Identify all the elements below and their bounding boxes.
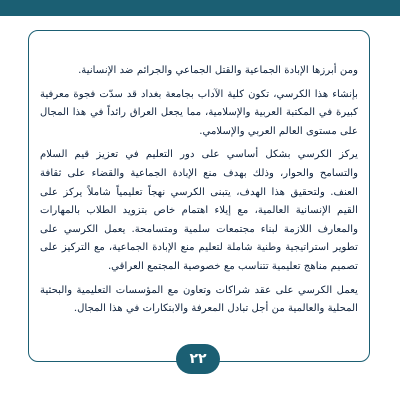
body-text bbox=[40, 62, 358, 324]
page-number-badge: ٢٢ bbox=[176, 344, 220, 374]
paragraph: يعمل الكرسي على عقد شراكات وتعاون مع المؤسسات التعليمية والبحثية المحلية والعالمية من أجل تبادل المعرفة والابتكارات في هذا المجال. bbox=[40, 284, 358, 315]
paragraph: ومن أبرزها الإبادة الجماعية والقتل الجماعي والجرائم ضد الإنسانية. bbox=[78, 65, 358, 76]
header-bar bbox=[0, 0, 400, 16]
paragraph: بإنشاء هذا الكرسي، تكون كلية الآداب بجامعة بغداد قد سدّت فجوة معرفية كبيرة في المكتبة العربية والإسلامية، مما يجعل العراق رائداً في هذا المجال على مستوى العالم العربي والإسلامي. bbox=[40, 88, 358, 137]
paragraph: يركز الكرسي بشكل أساسي على دور التعليم في تعزيز قيم السلام والتسامح والحوار، وذلك بهدف منع الإبادة الجماعية والقضاء على ثقافة العنف. ولتحقيق هذا الهدف، يتبنى الكرسي نهجاً تعليمياً شاملاً يركز على القيم الإنسانية العالمية، مع إيلاء اهتمام خاص بتزويد الطلاب بالمهارات والمعارف اللازمة لبناء مجتمعات سلمية ومتسامحة. يعمل الكرسي على تطوير استراتيجية وطنية شاملة لتعليم منع الإبادة الجماعية، مع التركيز على تصميم مناهج تعليمية تتناسب مع خصوصية المجتمع العراقي. bbox=[40, 149, 358, 272]
